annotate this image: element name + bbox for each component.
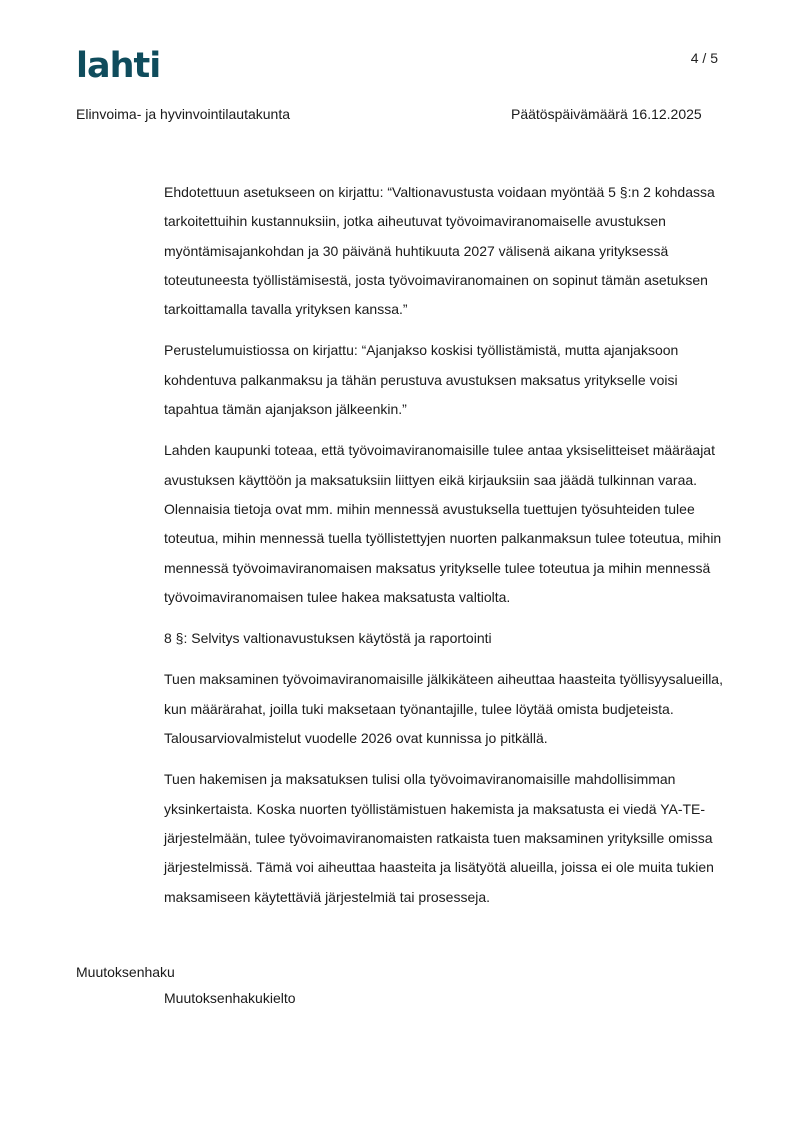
decision-date: Päätöspäivämäärä 16.12.2025: [511, 106, 702, 122]
paragraph-rationale-memo: Perustelumuistiossa on kirjattu: “Ajanjakso koskisi työllistämistä, mutta ajanjaksoon kohdentuva palkanmaksu ja tähän perustuva avustuksen maksatus yritykselle voisi tapahtua tämän ajanjakson jälkeenkin.”: [164, 342, 679, 418]
lahti-logo: lahti: [76, 46, 161, 86]
paragraph-simple-process: Tuen hakemisen ja maksatuksen tulisi olla työvoimaviranomaisille mahdollisimman yksinkertaista. Koska nuorten työllistämistuen hakemista ja maksatusta ei viedä YA-TE-järjestelmään, tulee työvoimaviranomaisten ratkaista tuen maksaminen yrityksille omissa järjestelmissä. Tämä voi aiheuttaa haasteita ja lisätyötä alueilla, joissa ei ole muita tukien maksamiseen käytettäviä järjestelmiä tai prosesseja.: [164, 771, 714, 905]
committee-name: Elinvoima- ja hyvinvointilautakunta: [76, 106, 290, 122]
appeal-heading: Muutoksenhaku: [76, 964, 175, 980]
document-body: [164, 178, 724, 924]
section-heading: 8 §: Selvitys valtionavustuksen käytöstä ja raportointi: [164, 630, 492, 647]
paragraph-proposed-decree: Ehdotettuun asetukseen on kirjattu: “Valtionavustusta voidaan myöntää 5 §:n 2 kohdassa tarkoitettuihin kustannuksiin, jotka aiheutuvat työvoimaviranomaiselle avustuksen myöntämisajankohdan ja 30 päivänä huhtikuuta 2027 välisenä aikana yrityksessä toteutuneesta työllistämisestä, josta työvoimaviranomainen on sopinut tämän asetuksen tarkoittamalla tavalla yrityksen kanssa.”: [164, 184, 715, 318]
page-number: 4 / 5: [690, 50, 718, 66]
paragraph-payment-challenges: Tuen maksaminen työvoimaviranomaisille jälkikäteen aiheuttaa haasteita työllisyysalueilla, kun määrärahat, joilla tuki maksetaan työnantajille, tulee löytää omista budjeteista. Talousarviovalmistelut vuodelle 2026 ovat kunnissa jo pitkällä.: [164, 671, 723, 747]
paragraph-lahti-statement: Lahden kaupunki toteaa, että työvoimaviranomaisille tulee antaa yksiselitteiset määräajat avustuksen käyttöön ja maksatuksiin liittyen eikä kirjauksiin saa jäädä tulkinnan varaa. Olennaisia tietoja ovat mm. mihin mennessä avustuksella tuettujen työsuhteiden tulee toteutua, mihin mennessä tuella työllistettyjen nuorten palkanmaksun tulee toteutua, mihin mennessä työvoimaviranomaisen maksatus yritykselle tulee toteutua ja mihin mennessä työvoimaviranomaisen tulee hakea maksatusta valtiolta.: [164, 442, 722, 605]
appeal-text: Muutoksenhakukielto: [164, 990, 296, 1006]
